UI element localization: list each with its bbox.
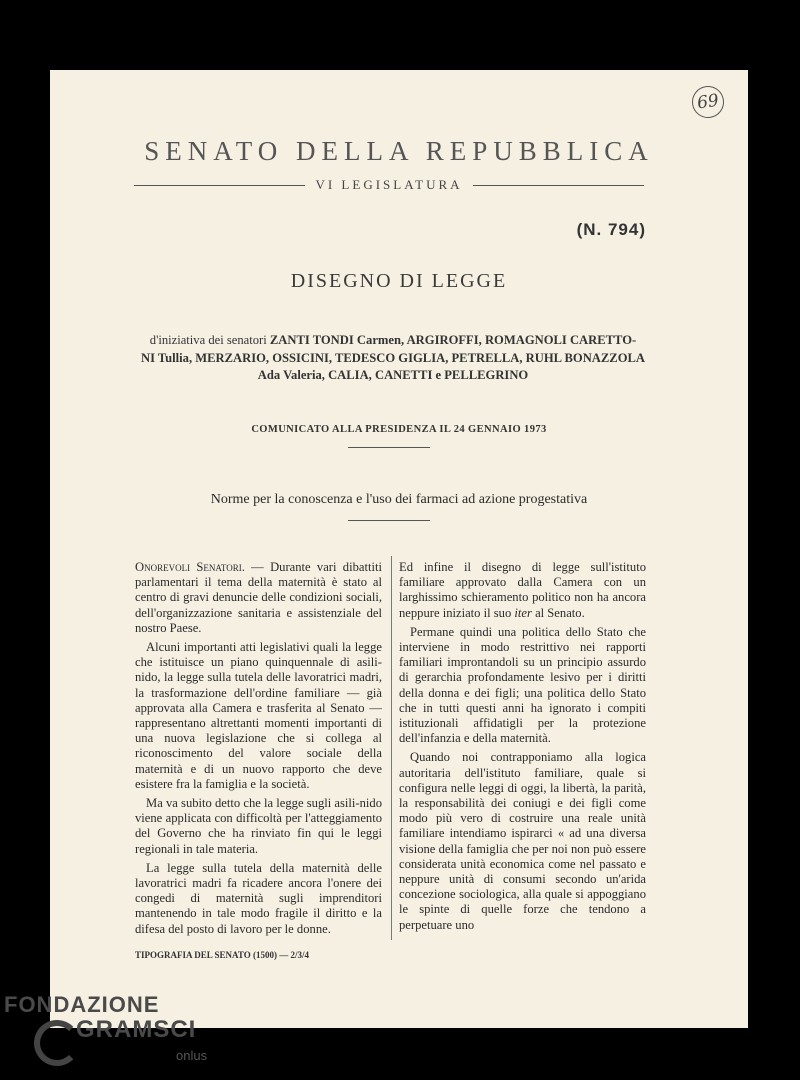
sponsors-line-2: NI Tullia, MERZARIO, OSSICINI, TEDESCO GIGLIA, PETRELLA, RUHL BONAZZOLA — [140, 350, 645, 365]
document-page — [50, 70, 748, 1028]
bill-number: (N. 794) — [576, 220, 646, 239]
watermark-line-2: GRAMSCI — [76, 1016, 197, 1043]
right-column — [399, 560, 646, 937]
watermark-line-1: FONDAZIONE — [4, 992, 160, 1017]
legislatura-row — [134, 174, 644, 196]
sponsors-block — [138, 332, 648, 385]
right-paragraph-1 — [399, 560, 646, 621]
sponsors-line-3: Ada Valeria, CALIA, CANETTI e PELLEGRINO — [257, 368, 529, 382]
communication-date: COMUNICATO ALLA PRESIDENZA IL 24 GENNAIO 1973 — [251, 424, 547, 435]
senate-heading: SENATO DELLA REPUBBLICA — [144, 136, 654, 166]
left-paragraph-2: Alcuni importanti atti legislativi quali la legge che istituisce un piano quinquennale di asili-nido, la legge sulla tutela delle lavoratrici madri, la trasformazione dell'ordine familiare — già approvata alla Camera e trasferita al Senato — rappresentano altrettanti momenti importanti di una nuova legislazione che si collega al riconoscimento del valore sociale della maternità e di un nuovo rapporto che deve esistere fra la famiglia e la società. — [135, 640, 382, 791]
left-paragraph-1-text: — Durante vari dibattiti parlamentari il tema della maternità è stato al centro di gravi denuncie delle condizioni sociali, dell'organizzazione sanitaria e assistenziale del nostro Paese. — [135, 560, 382, 635]
left-column — [135, 560, 382, 941]
sponsors-lead: d'iniziativa dei senatori — [149, 333, 267, 347]
column-divider — [391, 556, 392, 940]
divider-rule-1 — [348, 447, 430, 448]
left-paragraph-1 — [135, 560, 382, 636]
left-paragraph-3: Ma va subito detto che la legge sugli asili-nido viene applicata con difficoltà per l'atteggiamento del Governo che ha rinviato fin qui le leggi regionali in tale materia. — [135, 796, 382, 856]
handwritten-page-number: 69 — [690, 84, 726, 120]
printer-footer: TIPOGRAFIA DEL SENATO (1500) — 2/3/4 — [135, 950, 309, 960]
legislatura-label: VI LEGISLATURA — [315, 177, 463, 192]
bill-title: Norme per la conoscenza e l'uso dei farmaci ad azione progestativa — [210, 492, 588, 507]
right-paragraph-3: Quando noi contrapponiamo alla logica autoritaria dell'istituto familiare, quale si configura nelle leggi di oggi, la libertà, la parità, la responsabilità dei coniugi e dei figli come modo più vero di costruire una reale unità familiare intendiamo ispirarci « ad una diversa visione della famiglia che per noi non può essere considerata unità economica come nel passato e neppure unità di consumi secondo un'arida concezione sociologica, alla quale si appoggiano le spinte di quelle forze che tendono a perpetuare uno — [399, 750, 646, 932]
sponsors-line-1: ZANTI TONDI Carmen, ARGIROFFI, ROMAGNOLI CARETTO- — [269, 333, 637, 347]
right-paragraph-1-a: Ed infine il disegno di legge sull'istituto familiare approvato dalla Camera con un larghissimo schieramento politico non ha ancora neppure iniziato il suo — [399, 560, 646, 620]
iter-term: iter — [514, 605, 532, 620]
right-paragraph-1-b: al Senato. — [531, 605, 585, 620]
divider-rule-2 — [348, 520, 430, 521]
salutation: Onorevoli Senatori. — [135, 560, 245, 574]
watermark-line-3: onlus — [176, 1048, 208, 1063]
right-paragraph-2: Permane quindi una politica dello Stato che interviene in modo restrittivo nei rapporti familiari improntandoli su un principio assurdo di gerarchia profondamente lesivo per i diritti della donna e dei figli; una politica dello Stato che in tutti questi anni ha ignorato i compiti istituzionali affidatigli per la protezione dell'infanzia e della maternità. — [399, 624, 646, 746]
legislatura-rule-right — [473, 185, 644, 186]
left-paragraph-4: La legge sulla tutela della maternità delle lavoratrici madri fa ricadere ancora l'onere dei congedi di maternità sugli imprenditori mantenendo in tale modo fragile il diritto e la difesa del posto di lavoro per le donne. — [135, 860, 382, 936]
legislatura-rule-left — [134, 185, 305, 186]
gramsci-logo-icon — [34, 1020, 80, 1066]
document-type-heading: DISEGNO DI LEGGE — [290, 270, 508, 292]
